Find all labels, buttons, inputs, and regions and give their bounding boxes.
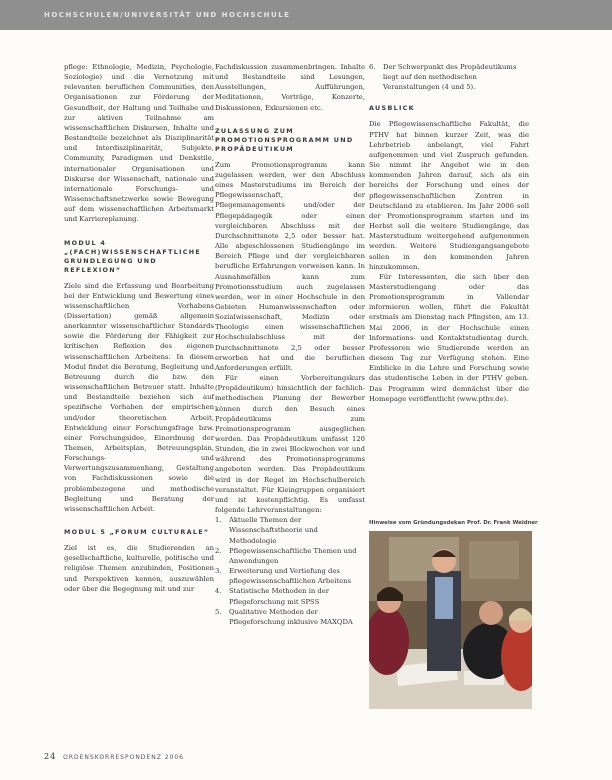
body-paragraph: Fachdiskussion zusammenbringen. Inhalte und Bestandteile sind Lesungen, Ausstellungen, Aufführungen, Meditationen, Vorträge, Konzerte, Diskussionen, Exkursionen etc. [215,63,365,112]
column-1 [64,62,214,594]
page-number: 24 [44,752,57,761]
course-list-continued [369,62,529,92]
list-item: 5. Qualitative Methoden der Pflegeforschung inklusive MAXQDA [215,607,353,626]
body-paragraph: Ziel ist es, die Studierenden an gesellschaftliche, kulturelle, politische und religiöse Themen anzubinden, Positionen und Perspektiven kennen, auszuwählen oder über die Begegnung mit und zur [64,544,214,593]
body-paragraph: Die Pflegewissenschaftliche Fakultät, die PTHV hat binnen kurzer Zeit, was die Lehrbetrieb anbelangt, viel Fahrt aufgenommen und viel Zuspruch gefunden. Sie nimmt ihr Angebot wie in den kommenden Jahren darauf, sich als ein bereichs der Forschung und eines der pflegewissenschaftlichen Zentren in Deutschland zu etablieren. Im Jahr 2006 soll der Promotionsprogramm starten und im Herbst soll die weitere Studiengänge, das Masterstudium weitergehend aufgenommen werden. Weitere Studiengangsangebote sollen in den kommenden Jahren hinzukommen. [369,120,529,271]
body-paragraph: pflege: Ethnologie, Medizin, Psychologie, Soziologie) und die Vernetzung mit relevanten beruflichen Communities, den Organisationen zur Förderung der Gesundheit, der Haltung und Teilhabe und zur aktiven Teilnahme am wissenschaftlichen Diskursen, Inhalte und Bestandteile bezeichnet als Disziplinarität und Interdisziplinarität, Subjekte, Community, Paradigmen und Denkstile, internationaler Organisationen und Diskurse der Wissenschaft, nationale und internationale Forschungs- und Wissenschaftsnetzwerke sowie Bewegung auf dem wissenschaftlichen Arbeitsmarkt und Karriereplanung. [64,63,214,224]
body-paragraph: Ziele sind die Erfassung und Bearbeitung bei der Entwicklung und Bewertung eines wissenschaftlichen Vorhabens (Dissertation) gemäß allgemein anerkannter wissenschaftlicher Standards sowie die Förderung der Fähigkeit zur kritischen Reflexion des eigenen wissenschaftlichen Arbeitens. In diesem Modul findet die Beratung, Begleitung und Betreuung durch die bzw. den wissenschaftlichen Betreuer statt. Inhalte und Bestandteile beziehen sich auf spezifische Vorhaben der empirischen und/oder theoretischen Arbeit, Entwicklung einer Forschungsfrage bzw. einer Forschungsidee, Einordnung der Themen, Arbeitsplan, Betreuungsplan, Forschungs- und Verwertungszusammenhang, Gestaltung von Fachdiskussionen sowie die problembezogene und methodische Begleitung und Beratung der wissenschaftlichen Arbeit. [64,281,214,513]
section-heading: MODUL 5 „FORUM CULTURALE“ [64,528,210,537]
list-item: 1. Aktuelle Themen der Wissenschaftstheorie und Methodologie [215,516,318,545]
list-item: 6. Der Schwerpunkt des Propädeutikums liegt auf den methodischen Veranstaltungen (4 und 5). [369,63,517,92]
body-paragraph: Für einen Vorbereitungskurs (Propädeutikum) hinsichtlich der fachlich-methodischen Planung der Bewerber können durch den Besuch eines Propädeutikums zum Promotionsprogramm ausgeglichen werden. Das Propädeutikum umfasst 120 Stunden, die in zwei Blockwochen vor und während des Promotionsprogramms angeboten werden. Das Propädeutikum wird in der Regel im Hochschulbereich veranstaltet. Für Kleingruppen organisiert und ist kostenpflichtig. Es umfasst folgende Lehrveranstaltungen: [215,374,365,515]
column-3 [369,62,529,404]
section-heading: ZULASSUNG ZUM PROMOTIONSPROGRAMM UND PROPÄDEUTIKUM [215,126,354,153]
section-heading: AUSBLICK [369,104,415,113]
list-item: 3. Erweiterung und Vertiefung des pflegewissenschaftlichen Arbeitens [215,567,352,586]
section-heading: MODUL 4 „(FACH)WISSENSCHAFTLICHE GRUNDLEGUNG UND REFLEXION“ [64,238,202,274]
course-list [215,515,365,627]
publication-name: ORDENSKORRESPONDENZ 2006 [63,754,184,761]
body-paragraph: Zum Promotionsprogramm kann zugelassen werden, wer den Abschluss eines Masterstudiums im Bereich der Pflegewissenschaft, der Pflegemanagements und/oder der Pflegepädagogik oder einen vergleichbaren Abschluss mit der Durchschnittsnote 2,5 oder besser hat. Alle abgeschlossenen Studiengänge im Bereich Pflege und der vergleichbaren berufliche Erfahrungen vorweisen kann. In Ausnahmefällen kann zum Promotionsstudium auch zugelassen werden, wer in einer Hochschule in den Gebieten Humanwissenschaften oder Sozialwissenschaft, Medizin oder Theologie einen wissenschaftlichen Hochschulabschluss mit der Durchschnittsnote 2,5 oder besser erworben hat und die beruflichen Anforderungen erfüllt. [215,160,365,372]
column-2 [215,62,365,627]
list-item: 2. Pflegewissenschaftliche Themen und Anwendungen [215,546,357,565]
header-bar [0,0,612,30]
page-footer [44,752,184,761]
photo-caption: Hinweise vom Gründungsdekan Prof. Dr. Frank Weidner [369,520,538,526]
list-item: 4. Statistische Methoden in der Pflegeforschung mit SPSS [215,587,330,606]
body-paragraph: Für Interessenten, die sich über den Masterstudiengang oder das Promotionsprogramm in Vallendar informieren wollen, führt die Fakultät erstmals am Dienstag nach Pfingsten, am 13. Mai 2006, in der Hochschule einen Informations- und Kontaktstudientag durch. Professoren wie Studierende werden an diesem Tag zur Verfügung stehen. Eine Einblicke in die Lehre und Forschung sowie das studentische Leben in der PTHV geben. Das Programm wird demnächst über die Homepage veröffentlicht (www.pthv.de). [369,272,529,403]
group-photo [369,531,532,709]
section-label: HOCHSCHULEN/UNIVERSITÄT UND HOCHSCHULE [44,11,291,19]
